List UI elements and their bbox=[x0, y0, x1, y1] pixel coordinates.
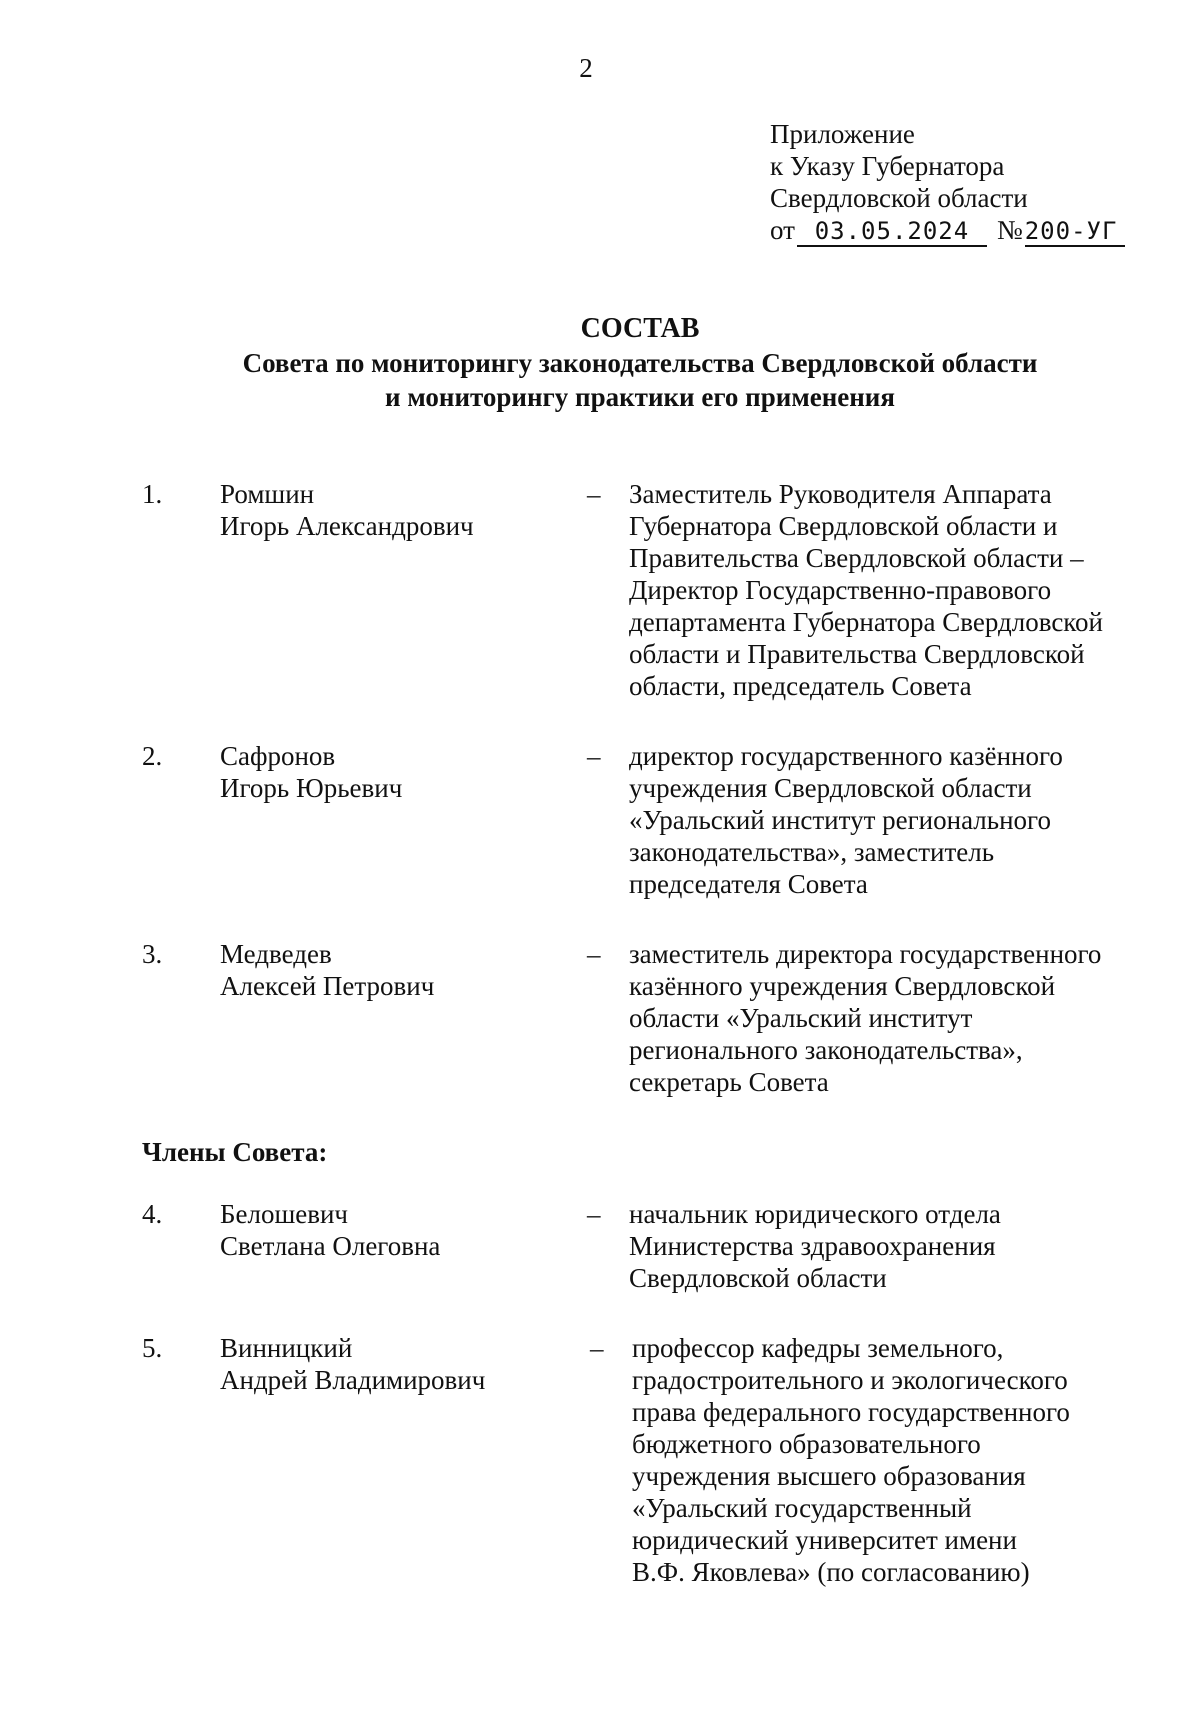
dash: – bbox=[587, 741, 601, 771]
role-line: учреждения Свердловской области bbox=[629, 773, 1032, 803]
position-description bbox=[629, 740, 1149, 900]
role-line: директор государственного казённого bbox=[629, 741, 1063, 771]
dash: – bbox=[587, 479, 601, 509]
dash: – bbox=[587, 939, 601, 969]
surname: Медведев bbox=[220, 939, 332, 969]
item-number: 4. bbox=[142, 1199, 163, 1229]
role-line: начальник юридического отдела bbox=[629, 1199, 1001, 1229]
given-names: Алексей Петрович bbox=[220, 971, 435, 1001]
dash: – bbox=[590, 1333, 604, 1363]
role-line: Заместитель Руководителя Аппарата bbox=[629, 479, 1052, 509]
role-line: казённого учреждения Свердловской bbox=[629, 971, 1056, 1001]
role-line: области и Правительства Свердловской bbox=[629, 639, 1085, 669]
role-line: секретарь Совета bbox=[629, 1067, 829, 1097]
position-description bbox=[629, 938, 1149, 1098]
given-names: Игорь Александрович bbox=[220, 511, 474, 541]
given-names: Игорь Юрьевич bbox=[220, 773, 403, 803]
role-line: департамента Губернатора Свердловской bbox=[629, 607, 1104, 637]
members-heading: Члены Совета: bbox=[142, 1137, 328, 1167]
list-item bbox=[0, 1332, 1200, 1588]
role-line: учреждения высшего образования bbox=[632, 1461, 1026, 1491]
role-line: Директор Государственно-правового bbox=[629, 575, 1052, 605]
position-description bbox=[629, 1198, 1149, 1294]
appendix-date-line bbox=[770, 214, 1150, 247]
item-number: 2. bbox=[142, 741, 163, 771]
role-line: заместитель директора государственного bbox=[629, 939, 1102, 969]
decree-date: 03.05.2024 bbox=[797, 217, 987, 247]
decree-number: 200-УГ bbox=[1025, 217, 1125, 247]
role-line: «Уральский институт регионального bbox=[629, 805, 1051, 835]
person-name bbox=[220, 1332, 560, 1396]
role-line: области, председатель Совета bbox=[629, 671, 972, 701]
role-line: юридический университет имени bbox=[632, 1525, 1017, 1555]
role-line: председателя Совета bbox=[629, 869, 868, 899]
role-line: профессор кафедры земельного, bbox=[632, 1333, 1004, 1363]
person-name bbox=[220, 1198, 560, 1262]
role-line: Губернатора Свердловской области и bbox=[629, 511, 1058, 541]
position-description bbox=[632, 1332, 1152, 1588]
person-name bbox=[220, 740, 560, 804]
list-item bbox=[0, 938, 1200, 1098]
role-line: регионального законодательства», bbox=[629, 1035, 1023, 1065]
surname: Белошевич bbox=[220, 1199, 349, 1229]
item-number: 5. bbox=[142, 1333, 163, 1363]
role-line: законодательства», заместитель bbox=[629, 837, 995, 867]
surname: Сафронов bbox=[220, 741, 336, 771]
person-name bbox=[220, 478, 560, 542]
item-number: 1. bbox=[142, 479, 163, 509]
title-line-3: и мониторингу практики его применения bbox=[385, 382, 895, 412]
person-name bbox=[220, 938, 560, 1002]
list-item bbox=[0, 740, 1200, 900]
page-number: 2 bbox=[579, 53, 593, 83]
appendix-line-1: Приложение bbox=[770, 119, 915, 149]
role-line: области «Уральский институт bbox=[629, 1003, 973, 1033]
document-title bbox=[40, 312, 1200, 414]
title-line-1: СОСТАВ bbox=[580, 313, 700, 344]
role-line: В.Ф. Яковлева» (по согласованию) bbox=[632, 1557, 1030, 1587]
appendix-line-3: Свердловской области bbox=[770, 183, 1028, 213]
appendix-line-2: к Указу Губернатора bbox=[770, 151, 1005, 181]
given-names: Светлана Олеговна bbox=[220, 1231, 441, 1261]
role-line: Правительства Свердловской области – bbox=[629, 543, 1084, 573]
members-list bbox=[0, 478, 1200, 1588]
item-number: 3. bbox=[142, 939, 163, 969]
number-sign: № bbox=[996, 215, 1023, 245]
role-line: бюджетного образовательного bbox=[632, 1429, 981, 1459]
list-item bbox=[0, 478, 1200, 702]
surname: Винницкий bbox=[220, 1333, 353, 1363]
surname: Ромшин bbox=[220, 479, 315, 509]
position-description bbox=[629, 478, 1149, 702]
title-line-2: Совета по мониторингу законодательства Свердловской области bbox=[242, 348, 1038, 378]
dash: – bbox=[587, 1199, 601, 1229]
date-prefix: от bbox=[770, 215, 795, 245]
role-line: градостроительного и экологического bbox=[632, 1365, 1068, 1395]
list-item bbox=[0, 1198, 1200, 1294]
role-line: Министерства здравоохранения bbox=[629, 1231, 996, 1261]
role-line: «Уральский государственный bbox=[632, 1493, 972, 1523]
given-names: Андрей Владимирович bbox=[220, 1365, 486, 1395]
appendix-block bbox=[770, 118, 1150, 247]
role-line: права федерального государственного bbox=[632, 1397, 1070, 1427]
role-line: Свердловской области bbox=[629, 1263, 887, 1293]
